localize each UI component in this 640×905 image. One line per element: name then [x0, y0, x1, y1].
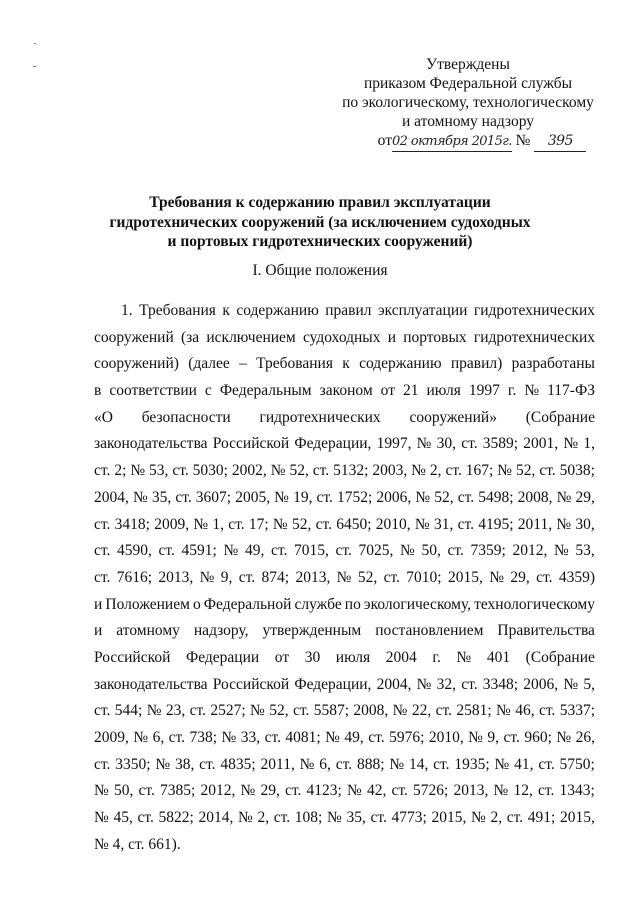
paragraph-line: ст. 7616; 2013, № 9, ст. 874; 2013, № 52, ст. 7010; 2015, № 29, ст. 4359) — [94, 568, 595, 586]
title-line: и портовых гидротехнических сооружений) — [167, 233, 473, 250]
scan-artifact — [33, 66, 36, 67]
paragraph-line: ст. 3350; № 38, ст. 4835; 2011, № 6, ст. 888; № 14, ст. 1935; № 41, ст. 5750; — [94, 755, 595, 773]
title-line: Требования к содержанию правил эксплуатации — [149, 194, 491, 211]
paragraph-line: ст. 4590, ст. 4591; № 49, ст. 7015, ст. 7025, № 50, ст. 7359; 2012, № 53, — [94, 542, 595, 560]
paragraph-line: сооружений) (далее – Требования к содержанию правил) разработаны — [94, 355, 595, 373]
paragraph-line: ст. 3418; 2009, № 1, ст. 17; № 52, ст. 6450; 2010, № 31, ст. 4195; 2011, № 30, — [94, 515, 595, 533]
paragraph-body — [94, 298, 595, 858]
document-title — [60, 193, 580, 252]
paragraph-line: 2004, № 35, ст. 3607; 2005, № 19, ст. 1752; 2006, № 52, ст. 5498; 2008, № 29, — [94, 488, 595, 506]
paragraph-line: № 50, ст. 7385; 2012, № 29, ст. 4123; № 42, ст. 5726; 2013, № 12, ст. 1343; — [94, 782, 595, 800]
paragraph-line: законодательства Российской Федерации, 2004, № 32, ст. 3348; 2006, № 5, — [94, 675, 595, 693]
scan-artifact — [34, 43, 36, 44]
approval-line: по экологическому, технологическому — [342, 94, 594, 111]
section-heading: I. Общие положения — [252, 262, 388, 279]
paragraph-line: в соответствии с Федеральным законом от 21 июля 1997 г. № 117-ФЗ — [94, 382, 595, 400]
order-date-number-line — [344, 131, 620, 152]
paragraph-line: ст. 2; № 53, ст. 5030; 2002, № 52, ст. 5132; 2003, № 2, ст. 167; № 52, ст. 5038; — [94, 462, 595, 480]
date-prefix: от — [377, 132, 392, 149]
approval-line: приказом Федеральной службы — [363, 75, 573, 92]
approval-line: и атомному надзору — [402, 113, 534, 130]
paragraph-line: и Положением о Федеральной службе по экологическому, технологическому — [94, 595, 595, 613]
handwritten-number: 395 — [534, 132, 586, 152]
approval-block — [330, 55, 606, 152]
paragraph-line: ст. 544; № 23, ст. 2527; № 52, ст. 5587; 2008, № 22, ст. 2581; № 46, ст. 5337; — [94, 702, 595, 720]
paragraph-line: № 4, ст. 661). — [94, 835, 181, 853]
approval-line: Утверждены — [426, 56, 510, 73]
paragraph-line: законодательства Российской Федерации, 1997, № 30, ст. 3589; 2001, № 1, — [94, 435, 595, 453]
number-prefix: № — [515, 132, 531, 149]
handwritten-date: 02 октября 2015г. — [392, 132, 512, 152]
paragraph-line: № 45, ст. 5822; 2014, № 2, ст. 108; № 35, ст. 4773; 2015, № 2, ст. 491; 2015, — [94, 809, 595, 827]
paragraph-line: Российской Федерации от 30 июля 2004 г. № 401 (Собрание — [94, 648, 595, 666]
title-line: гидротехнических сооружений (за исключением судоходных — [109, 213, 531, 231]
paragraph-line: 1. Требования к содержанию правил эксплуатации гидротехнических — [121, 302, 595, 319]
paragraph-line: 2009, № 6, ст. 738; № 33, ст. 4081; № 49, ст. 5976; 2010, № 9, ст. 960; № 26, — [94, 729, 595, 746]
paragraph-line: и атомному надзору, утвержденным постановлением Правительства — [94, 622, 595, 640]
paragraph-line: сооружений (за исключением судоходных и портовых гидротехнических — [94, 328, 595, 346]
paragraph-line: «О безопасности гидротехнических сооружений» (Собрание — [94, 408, 595, 426]
